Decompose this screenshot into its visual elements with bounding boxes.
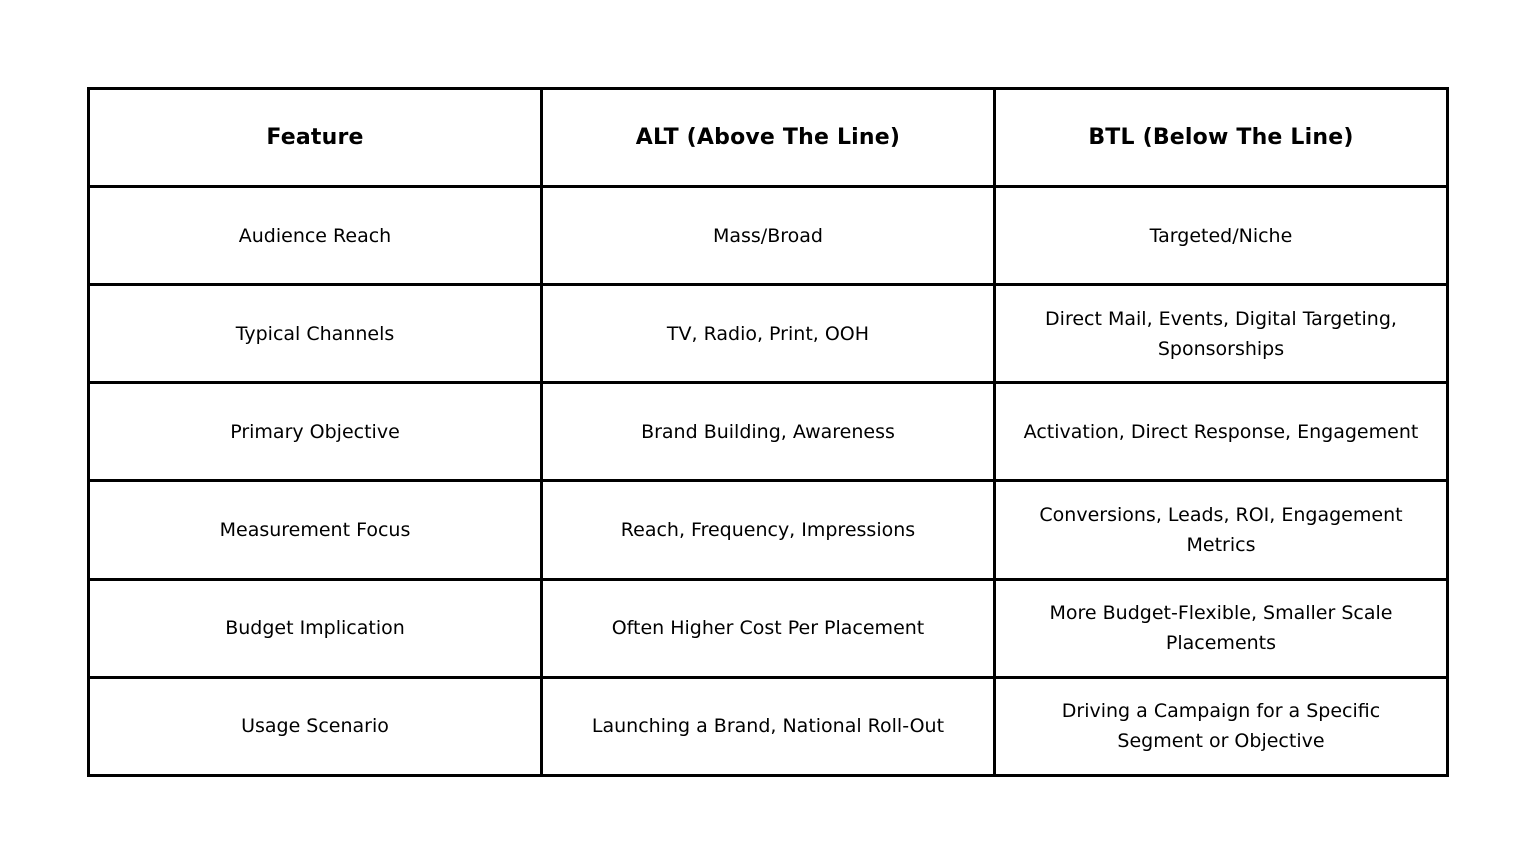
cell-btl: Driving a Campaign for a Specific Segment or Objective	[994, 677, 1447, 775]
cell-feature: Typical Channels	[89, 285, 542, 383]
header-btl: BTL (Below The Line)	[994, 89, 1447, 187]
table-row	[89, 285, 1448, 383]
cell-btl: Targeted/Niche	[994, 187, 1447, 285]
cell-feature: Budget Implication	[89, 579, 542, 677]
table-row	[89, 677, 1448, 775]
comparison-table-container	[87, 87, 1449, 777]
cell-alt: Reach, Frequency, Impressions	[541, 481, 994, 579]
cell-alt: Often Higher Cost Per Placement	[541, 579, 994, 677]
cell-feature: Primary Objective	[89, 383, 542, 481]
cell-feature: Measurement Focus	[89, 481, 542, 579]
cell-btl: Activation, Direct Response, Engagement	[994, 383, 1447, 481]
cell-alt: TV, Radio, Print, OOH	[541, 285, 994, 383]
cell-alt: Launching a Brand, National Roll-Out	[541, 677, 994, 775]
table-row	[89, 187, 1448, 285]
header-feature: Feature	[89, 89, 542, 187]
cell-feature: Audience Reach	[89, 187, 542, 285]
cell-alt: Brand Building, Awareness	[541, 383, 994, 481]
table-row	[89, 383, 1448, 481]
cell-btl: Direct Mail, Events, Digital Targeting, Sponsorships	[994, 285, 1447, 383]
comparison-table	[87, 87, 1449, 777]
cell-feature: Usage Scenario	[89, 677, 542, 775]
cell-alt: Mass/Broad	[541, 187, 994, 285]
header-alt: ALT (Above The Line)	[541, 89, 994, 187]
table-row	[89, 579, 1448, 677]
cell-btl: Conversions, Leads, ROI, Engagement Metrics	[994, 481, 1447, 579]
table-header-row	[89, 89, 1448, 187]
cell-btl: More Budget-Flexible, Smaller Scale Placements	[994, 579, 1447, 677]
table-row	[89, 481, 1448, 579]
